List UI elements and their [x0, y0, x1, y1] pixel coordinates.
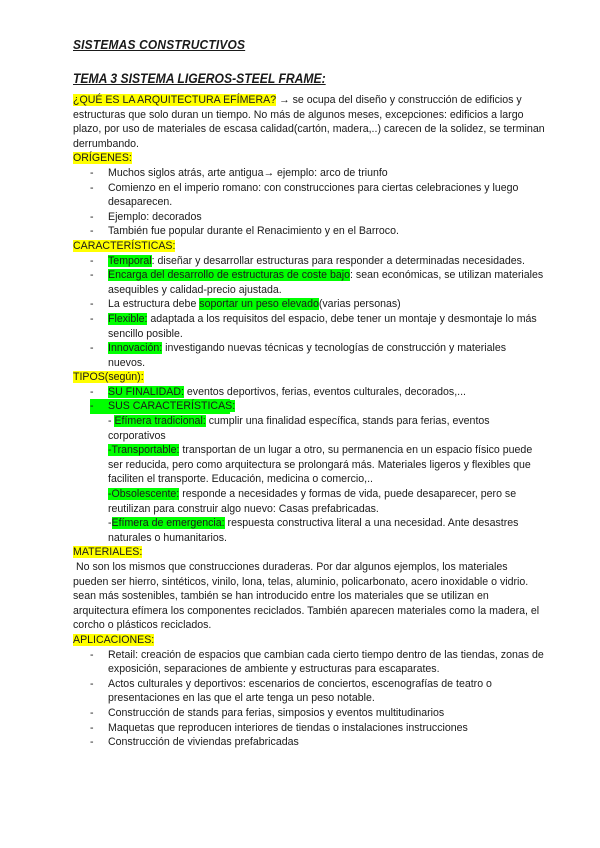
list-item: - La estructura debe soportar un peso elevado(varias personas)	[90, 298, 401, 311]
materiales-heading: MATERIALES:	[73, 546, 143, 559]
list-item: - Actos culturales y deportivos: escenarios de conciertos, escenografías de teatro o presentaciones en las que el arte tenga un peso notable.	[90, 677, 492, 705]
list-item: - Muchos siglos atrás, arte antigua→ ejemplo: arco de triunfo	[90, 166, 388, 179]
document-title: SISTEMAS CONSTRUCTIVOS	[73, 37, 246, 52]
materiales-paragraph: No son los mismos que construcciones duraderas. Por dar algunos ejemplos, los materiales pueden ser hierro, sintéticos, vinilo, lona, telas, aluminio, policarbonato, acero inoxidable o vidrio. sean más sostenibles, también se han introducido entre los materiales que se utilizan en arquitectura efímera los componentes reciclados. También aparecen materiales como la madera, el corcho o plásticos reciclados.	[73, 561, 543, 632]
origenes-heading: ORÍGENES:	[73, 152, 132, 165]
list-item: - Retail: creación de espacios que cambian cada cierto tiempo dentro de las tiendas, zonas de exposición, separaciones de ambiente y estructuras para escaparates.	[90, 648, 544, 676]
section-title: TEMA 3 SISTEMA LIGEROS-STEEL FRAME:	[73, 71, 326, 86]
list-item: - Construcción de viviendas prefabricadas	[90, 736, 299, 749]
list-item: - Comienzo en el imperio romano: con construcciones para ciertas celebraciones y luego desaparecen.	[90, 181, 519, 209]
intro-question: ¿QUÉ ES LA ARQUITECTURA EFÍMERA?	[73, 94, 277, 106]
list-item: - Construcción de stands para ferias, simposios y eventos multitudinarios	[90, 706, 445, 719]
list-item: - Temporal: diseñar y desarrollar estructuras para responder a determinadas necesidades.	[90, 254, 525, 267]
tipos-list	[73, 385, 545, 414]
aplicaciones-list	[73, 648, 545, 750]
list-item: - Ejemplo: decorados	[90, 210, 202, 223]
tipos-heading: TIPOS(según):	[73, 371, 144, 384]
list-item: - SU FINALIDAD: eventos deportivos, ferias, eventos culturales, decorados,...	[90, 385, 467, 398]
list-item: - También fue popular durante el Renacimiento y en el Barroco.	[90, 225, 399, 238]
list-item: - Encarga del desarrollo de estructuras de coste bajo: sean económicas, se utilizan materiales asequibles y calidad-precio ajustada.	[90, 269, 544, 296]
sub-item: -Transportable: transportan de un lugar a otro, su permanencia en un espacio físico puede ser reducida, pero como arquitectura se prolongará más. Materiales ligeros y flexibles que faciliten el transporte. Educación, medicina o comercio,..	[108, 444, 533, 486]
document-body	[73, 93, 545, 750]
list-item: - Innovación: investigando nuevas técnicas y tecnologías de construcción y materiales nuevos.	[90, 342, 507, 369]
list-item: - Maquetas que reproducen interiores de tiendas o instalaciones instrucciones	[90, 721, 468, 734]
aplicaciones-heading: APLICACIONES:	[73, 633, 155, 646]
list-item: - Flexible: adaptada a los requisitos del espacio, debe tener un montaje y desmontaje lo más sencillo posible.	[90, 312, 537, 340]
sub-item: -Efímera de emergencia: respuesta constructiva literal a una necesidad. Ante desastres naturales o humanitarios.	[108, 517, 519, 544]
sub-item: - Efímera tradicional: cumplir una finalidad específica, stands para ferias, eventos corporativos	[108, 415, 490, 442]
sub-item: -Obsolescente: responde a necesidades y formas de vida, puede desaparecer, pero se reutilizan para construir algo nuevo: Casas prefabricadas.	[108, 488, 517, 515]
tipos-subitems	[73, 414, 545, 545]
origenes-list	[73, 166, 545, 239]
caracteristicas-list	[73, 254, 545, 371]
caracteristicas-heading: CARACTERÍSTICAS:	[73, 239, 176, 252]
intro-paragraph: ¿QUÉ ES LA ARQUITECTURA EFÍMERA? → se ocupa del diseño y construcción de edificios y estructuras que solo duran un tiempo. No más de algunos meses, excepciones: edificios a largo plazo, por uso de materiales de escasa calidad(cartón, madera,..) carecen de la solidez, se terminan derrumbando.	[73, 94, 545, 150]
list-item: - SUS CARACTERÍSTICAS:	[90, 400, 236, 413]
